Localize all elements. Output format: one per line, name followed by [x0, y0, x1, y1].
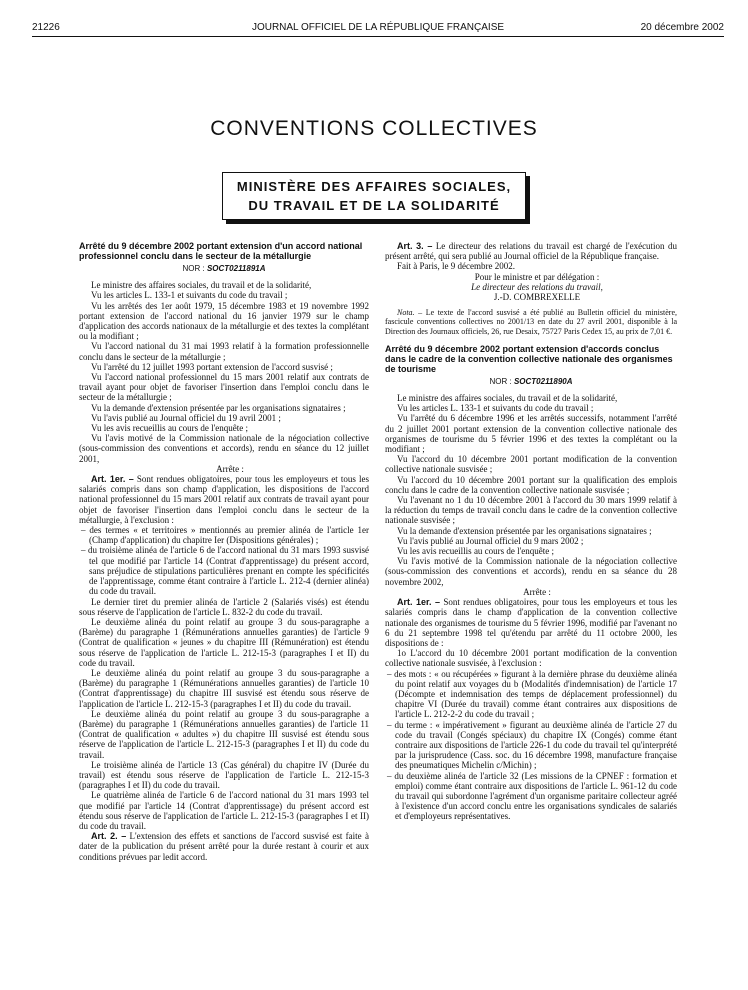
- signature-line-2: Le directeur des relations du travail,: [471, 281, 603, 292]
- paragraph: Vu l'arrêté du 12 juillet 1993 portant extension de l'accord susvisé ;: [91, 361, 333, 372]
- paragraph: Vu l'avis motivé de la Commission nationale de la négociation collective (sous-commission des conventions et accords), rendu en sa séance du 28 novembre 2002,: [385, 556, 677, 587]
- journal-name: JOURNAL OFFICIEL DE LA RÉPUBLIQUE FRANÇAISE: [251, 22, 505, 33]
- ministry-line-1: MINISTÈRE DES AFFAIRES SOCIALES,: [236, 179, 512, 194]
- exclusion-item: – des termes « et territoires » mentionnés au premier alinéa de l'article 1er (Champ d'application) du chapitre Ier (Dispositions générales) ;: [81, 525, 369, 546]
- paragraph: Le deuxième alinéa du point relatif au groupe 3 du sous-paragraphe a (Barème) du paragraphe 1 (Rémunérations annuelles garanties) de l'article 10 (Contrat d'apprentissage) du chapitre III susvisé est étendu sous réserve de l'application de l'article L. 212-15-3 (paragraphes I et II) du code du travail.: [79, 667, 369, 709]
- paragraph: Vu les arrêtés des 1er août 1979, 15 décembre 1983 et 19 novembre 1992 portant extension de l'accord national du 16 janvier 1979 sur le champ d'application des accords nationaux de la métallurgie et des textes la complétant ou la modifiant ;: [79, 300, 369, 342]
- paragraph: Le deuxième alinéa du point relatif au groupe 3 du sous-paragraphe a (Barème) du paragraphe 1 (Rémunérations annuelles garanties) de l'article 11 (Contrat de qualification « adultes ») du chapitre III susvisé est étendu sous réserve de l'application de l'article L. 212-15-3 (paragraphes I et II) du code du travail.: [79, 708, 369, 760]
- paragraph: 1o L'accord du 10 décembre 2001 portant modification de la convention collective nationale susvisée, à l'exclusion :: [385, 648, 677, 669]
- article-3: Art. 3. – Le directeur des relations du travail est chargé de l'exécution du présent arrêté, qui sera publié au Journal officiel de la République française.: [385, 241, 677, 262]
- article-1: Art. 1er. – Sont rendues obligatoires, pour tous les employeurs et tous les salariés compris dans son champ d'application, les dispositions de l'accord national professionnel du 15 mars 2001 relatif aux contrats de travail ayant pour objet de favoriser l'insertion dans l'emploi conclu dans le secteur de la métallurgie, à l'exclusion :: [79, 474, 369, 525]
- issue-date: 20 décembre 2002: [640, 22, 724, 33]
- paragraph: Vu la demande d'extension présentée par les organisations signataires ;: [91, 402, 346, 413]
- ministry-box: [222, 172, 526, 220]
- exclusion-item: – du troisième alinéa de l'article 6 de l'accord national du 31 mars 1993 susvisé tel que modifié par l'article 14 (Contrat d'apprentissage) du présent accord, sans préjudice de stipulations particulières prenant en compte les spécificités de l'apprentissage, comme étant contraire à l'article L. 212-4 (dernier alinéa) du code du travail.: [81, 545, 369, 597]
- page-header: [32, 18, 724, 37]
- exclusion-item: – du terme : « impérativement » figurant au deuxième alinéa de l'article 27 du code du travail (Congés spéciaux) du chapitre IX (Congés) comme étant contraire aux dispositions de l'article 226-1 du code du travail tel qu'interprété par la jurisprudence (Cass. soc. du 16 décembre 1998, manufacture française des pneumatiques Michelin c/Michin) ;: [387, 719, 677, 771]
- paragraph: Le ministre des affaires sociales, du travail et de la solidarité,: [397, 393, 618, 404]
- ministry-line-2: DU TRAVAIL ET DE LA SOLIDARITÉ: [248, 198, 500, 213]
- article-2: Art. 2. – L'extension des effets et sanctions de l'accord susvisé est faite à dater de la publication du présent arrêté pour la durée restant à courir et aux conditions prévues par ledit accord.: [79, 831, 369, 862]
- paragraph: Vu les avis recueillis au cours de l'enquête ;: [397, 546, 555, 557]
- paragraph: Le ministre des affaires sociales, du travail et de la solidarité,: [91, 280, 312, 291]
- exclusion-item: – du deuxième alinéa de l'article 32 (Les missions de la CPNEF : formation et emploi) comme étant contraire aux dispositions de l'article L. 961-12 du code du travail qui subordonne l'agrément d'un organisme paritaire collecteur agréé à l'existence d'un accord conclu entre les organisations syndicales de salariés et d'employeurs représentatives.: [387, 770, 677, 822]
- paragraph: Vu l'arrêté du 6 décembre 1996 et les arrêtés successifs, notamment l'arrêté du 2 juillet 2001 portant extension de la convention collective nationale des organismes de tourisme du 5 février 1996 et des textes la complétant ou la modifiant ;: [385, 413, 677, 455]
- paragraph: Vu l'accord du 10 décembre 2001 portant sur la qualification des emplois conclu dans le cadre de la convention collective nationale susvisée ;: [385, 474, 677, 495]
- paragraph: Vu les articles L. 133-1 et suivants du code du travail ;: [397, 403, 594, 414]
- paragraph: Vu l'avenant no 1 du 10 décembre 2001 à l'accord du 30 mars 1999 relatif à la réduction du temps de travail conclu dans le cadre de la convention collective nationale susvisée ;: [385, 495, 677, 526]
- paragraph: Vu l'accord du 10 décembre 2001 portant modification de la convention collective nationale susvisée ;: [385, 454, 677, 475]
- paragraph: Vu la demande d'extension présentée par les organisations signataires ;: [397, 525, 652, 536]
- paragraph: Le dernier tiret du premier alinéa de l'article 2 (Salariés visés) est étendu sous réserve de l'application de l'article L. 832-2 du code du travail.: [79, 596, 369, 617]
- paragraph: Vu les articles L. 133-1 et suivants du code du travail ;: [91, 290, 288, 301]
- paragraph: Vu les avis recueillis au cours de l'enquête ;: [91, 423, 249, 434]
- paragraph: Vu l'accord national professionnel du 15 mars 2001 relatif aux contrats de travail ayant pour objet de favoriser l'insertion dans l'emploi conclu dans le secteur de la métallurgie ;: [79, 372, 369, 403]
- nor-reference: NOR : SOCT0211891A: [182, 264, 266, 273]
- signature-place-date: Fait à Paris, le 9 décembre 2002.: [397, 261, 515, 272]
- decree-title-metallurgy: Arrêté du 9 décembre 2002 portant extension d'un accord national professionnel conclu dans le secteur de la métallurgie: [79, 241, 363, 261]
- decree-title-tourism: Arrêté du 9 décembre 2002 portant extension d'accords conclus dans le cadre de la convention collective nationale des organismes de tourisme: [385, 343, 673, 374]
- paragraph: Vu l'accord national du 31 mai 1993 relatif à la formation professionnelle conclu dans le secteur de la métallurgie ;: [79, 341, 369, 362]
- paragraph: Le quatrième alinéa de l'article 6 de l'accord national du 31 mars 1993 tel que modifié par l'article 14 (Contrat d'apprentissage) du présent accord est étendu sous réserve de l'application de l'article L. 212-15-3 (paragraphes I et II) du code du travail.: [79, 790, 369, 831]
- page-number: 21226: [32, 22, 60, 33]
- paragraph: Le troisième alinéa de l'article 13 (Cas général) du chapitre IV (Durée du travail) est étendu sous réserve de l'application de l'article L. 212-15-3 (paragraphes I et II) du code du travail.: [79, 759, 369, 791]
- paragraph: Vu l'avis publié au Journal officiel du 9 mars 2002 ;: [397, 535, 584, 546]
- signature-name: J.-D. COMBREXELLE: [493, 292, 581, 303]
- paragraph: Le deuxième alinéa du point relatif au groupe 3 du sous-paragraphe a (Barème) du paragraphe 1 (Rémunérations annuelles garanties) de l'article 9 (Contrat de qualification « jeunes » du chapitre III (Rémunération) est étendu sous réserve de l'application de l'article L. 212-15-3 (paragraphes I et II) du code du travail.: [79, 616, 369, 668]
- arrete-heading: Arrête :: [523, 586, 551, 597]
- signature-line-1: Pour le ministre et par délégation :: [474, 271, 600, 282]
- nor-reference: NOR : SOCT0211890A: [489, 376, 573, 386]
- arrete-heading: Arrête :: [216, 463, 244, 474]
- nota: Nota. – Le texte de l'accord susvisé a été publié au Bulletin officiel du ministère, fascicule conventions collectives no 2001/13 en date du 27 avril 2001, disponible à la Direction des Journaux officiels, 26, rue Desaix, 75727 Paris Cedex 15, au prix de 7,01 €.: [385, 308, 677, 336]
- article-1: Art. 1er. – Sont rendues obligatoires, pour tous les employeurs et tous les salariés compris dans le champ d'application de la convention collective nationale des organismes de tourisme du 5 février 1996, modifié par l'avenant no 6 du 21 septembre 1998 tel qu'étendu par arrêté du 11 octobre 2000, les dispositions de :: [385, 597, 678, 648]
- paragraph: Vu l'avis publié au Journal officiel du 19 avril 2001 ;: [91, 412, 281, 423]
- right-column: [385, 241, 677, 822]
- paragraph: Vu l'avis motivé de la Commission nationale de la négociation collective (sous-commission des conventions et accords), rendu en séance du 12 juillet 2001,: [79, 433, 369, 464]
- left-column: [79, 241, 369, 862]
- section-title: CONVENTIONS COLLECTIVES: [210, 117, 538, 140]
- exclusion-item: – des mots : « ou récupérées » figurant à la dernière phrase du deuxième alinéa du point relatif aux voyages du b (Modalités d'indemnisation) de l'article 17 (Décompte et indemnisation des temps de déplacement professionnel) du chapitre VI (Durée du travail) comme étant contraires aux dispositions de l'article L. 212-2-2 du code du travail ;: [387, 668, 677, 720]
